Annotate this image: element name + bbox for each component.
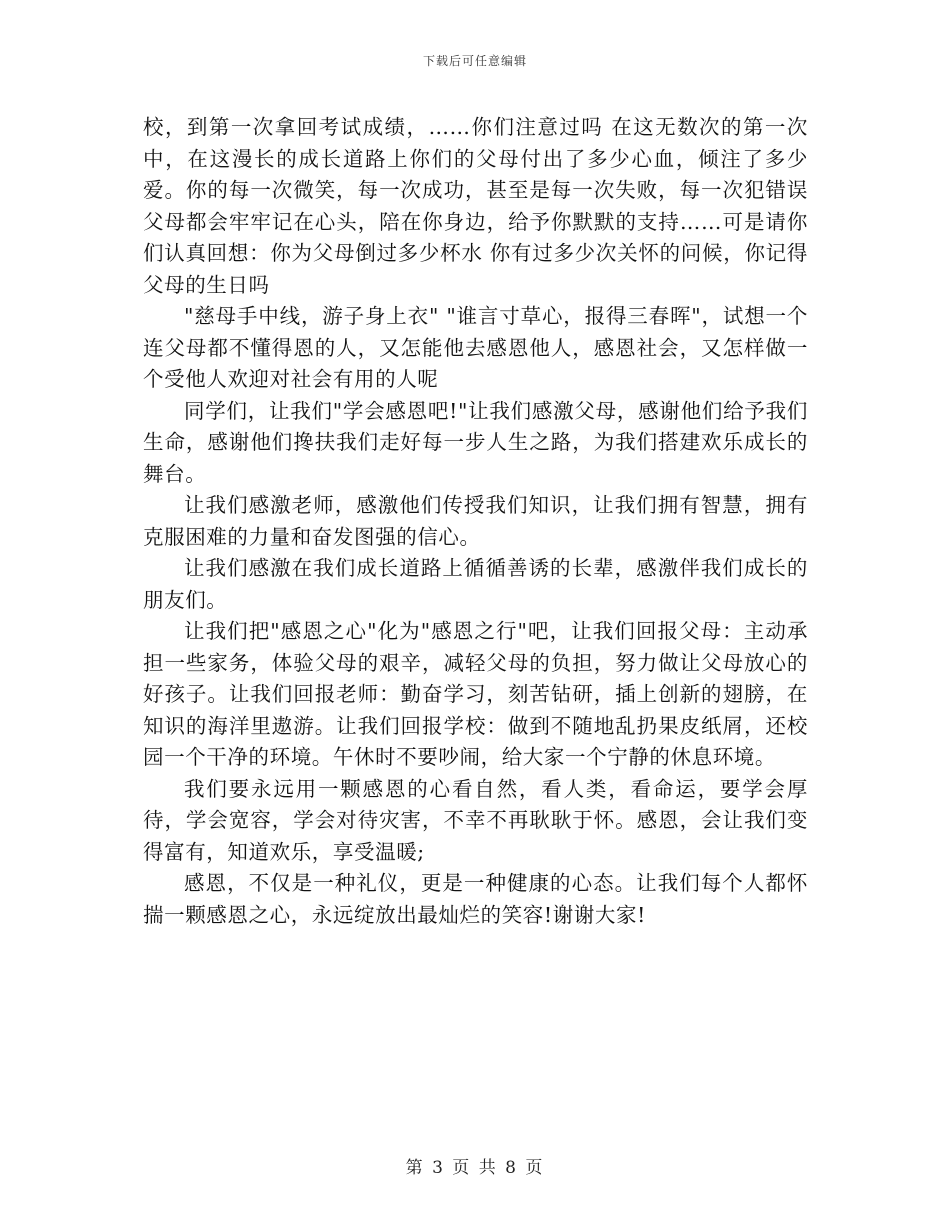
document-body [143, 112, 808, 931]
paragraph-2: "慈母手中线，游子身上衣" "谁言寸草心，报得三春晖"，试想一个连父母都不懂得恩的人，又怎能他去感恩他人，感恩社会，又怎样做一个受他人欢迎对社会有用的人呢 [143, 304, 808, 391]
paragraph-1: 校，到第一次拿回考试成绩，……你们注意过吗 在这无数次的第一次中，在这漫长的成长道路上你们的父母付出了多少心血，倾注了多少爱。你的每一次微笑，每一次成功，甚至是每一次失败，每一次犯错误父母都会牢牢记在心头，陪在你身边，给予你默默的支持……可是请你们认真回想：你为父母倒过多少杯水 你有过多少次关怀的问候，你记得父母的生日吗 [143, 115, 808, 297]
paragraph-6: 让我们把"感恩之心"化为"感恩之行"吧，让我们回报父母：主动承担一些家务，体验父母的艰辛，减轻父母的负担，努力做让父母放心的好孩子。让我们回报老师：勤奋学习，刻苦钻研，插上创新的翅膀，在知识的海洋里遨游。让我们回报学校：做到不随地乱扔果皮纸屑，还校园一个干净的环境。午休时不要吵闹，给大家一个宁静的休息环境。 [143, 619, 808, 769]
paragraph-4: 让我们感激老师，感激他们传授我们知识，让我们拥有智慧，拥有克服困难的力量和奋发图强的信心。 [143, 493, 808, 549]
paragraph-8: 感恩，不仅是一种礼仪，更是一种健康的心态。让我们每个人都怀揣一颗感恩之心，永远绽放出最灿烂的笑容!谢谢大家! [143, 871, 808, 927]
paragraph-7: 我们要永远用一颗感恩的心看自然，看人类，看命运，要学会厚待，学会宽容，学会对待灾害，不幸不再耿耿于怀。感恩，会让我们变得富有，知道欢乐，享受温暖; [143, 776, 808, 864]
page-number-footer: 第 3 页 共 8 页 [405, 1158, 545, 1178]
paragraph-3: 同学们，让我们"学会感恩吧!"让我们感激父母，感谢他们给予我们生命，感谢他们搀扶我们走好每一步人生之路，为我们搭建欢乐成长的舞台。 [143, 398, 808, 486]
paragraph-5: 让我们感激在我们成长道路上循循善诱的长辈，感激伴我们成长的朋友们。 [143, 556, 808, 612]
page-header: 下载后可任意编辑 [422, 54, 527, 68]
